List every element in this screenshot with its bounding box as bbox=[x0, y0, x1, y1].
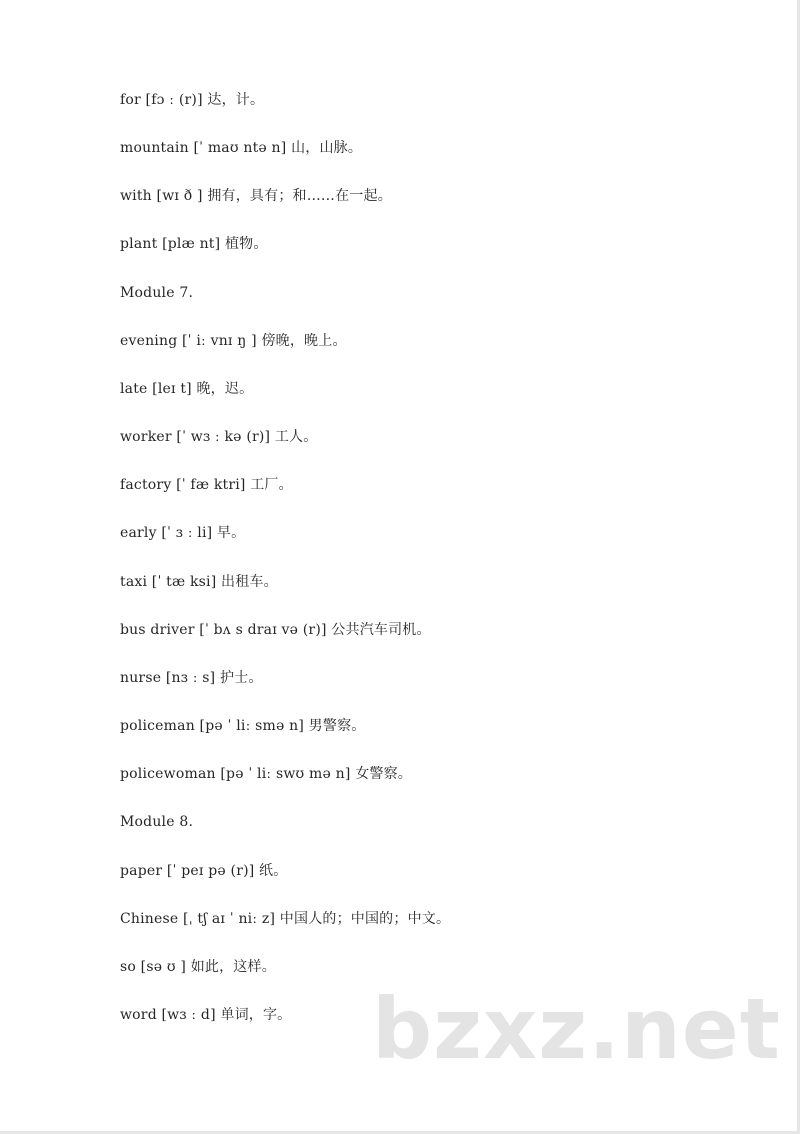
vocab-entry-factory: factory [ˈ fæ ktri] 工厂。 bbox=[120, 477, 293, 493]
module-heading-8: Module 8. bbox=[120, 814, 194, 830]
vocab-entry-for: for [fɔ ː (r)] 达，计。 bbox=[120, 92, 265, 108]
vocab-entry-policeman: policeman [pə ˈ liː smə n] 男警察。 bbox=[120, 718, 366, 734]
vocab-entry-so: so [sə ʊ ] 如此，这样。 bbox=[120, 959, 276, 975]
module-heading-7: Module 7. bbox=[120, 285, 194, 301]
vocab-entry-taxi: taxi [ˈ tæ ksi] 出租车。 bbox=[120, 574, 278, 590]
vocab-entry-plant: plant [plæ nt] 植物。 bbox=[120, 236, 268, 252]
vocab-entry-worker: worker [ˈ wɜ ː kə (r)] 工人。 bbox=[120, 429, 318, 445]
vocab-entry-early: early [ˈ ɜ ː li] 早。 bbox=[120, 525, 246, 541]
vocab-entry-late: late [leɪ t] 晚，迟。 bbox=[120, 381, 254, 397]
vocab-entry-policewoman: policewoman [pə ˈ liː swʊ mə n] 女警察。 bbox=[120, 766, 412, 782]
vocab-entry-with: with [wɪ ð ] 拥有，具有；和……在一起。 bbox=[120, 188, 392, 204]
vocab-entry-word: word [wɜ ː d] 单词，字。 bbox=[120, 1007, 292, 1023]
vocab-entry-evening: evening [ˈ iː vnɪ ŋ ] 傍晚，晚上。 bbox=[120, 333, 347, 349]
vocab-entry-mountain: mountain [ˈ maʊ ntə n] 山，山脉。 bbox=[120, 140, 363, 156]
vocab-entry-bus-driver: bus driver [ˈ bʌ s draɪ və (r)] 公共汽车司机。 bbox=[120, 622, 431, 638]
watermark: bzxz.net bbox=[372, 980, 781, 1078]
vocab-entry-nurse: nurse [nɜ ː s] 护士。 bbox=[120, 670, 263, 686]
vocab-entry-chinese: Chinese [ˌ tʃ aɪ ˈ niː z] 中国人的；中国的；中文。 bbox=[120, 911, 451, 927]
vocab-entry-paper: paper [ˈ peɪ pə (r)] 纸。 bbox=[120, 863, 288, 879]
